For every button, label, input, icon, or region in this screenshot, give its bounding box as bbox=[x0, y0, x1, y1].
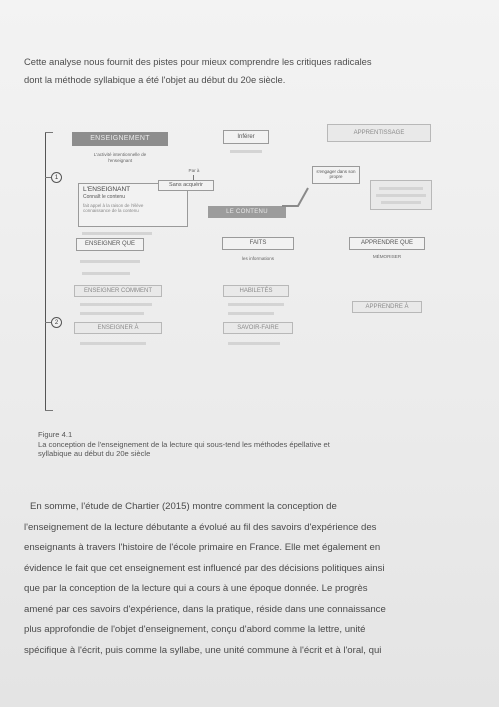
skills-box: HABILETÉS bbox=[223, 285, 289, 297]
facts-sub: les informations bbox=[241, 256, 275, 261]
figure-caption bbox=[38, 430, 458, 459]
par-note: Par à bbox=[188, 168, 200, 173]
body-line: enseignants à travers l'histoire de l'école primaire en France. Elle met également en bbox=[24, 542, 381, 553]
acquired-box: Sans acquérir bbox=[158, 180, 214, 191]
teacher-line-3: connaissance de la contenu bbox=[83, 207, 139, 213]
body-line: évidence le fait que cet enseignement est influencé par des décisions politiques ainsi bbox=[24, 562, 385, 574]
teacher-line-1: Connaît le contenu bbox=[83, 194, 125, 201]
body-line: spécifique à l'écrit, puis comme la syllabe, une unité commune à l'écrit et à l'oral, qui bbox=[24, 644, 382, 656]
bracket-line bbox=[45, 132, 46, 410]
act-note: L'activité intentionnelle de l'enseignant bbox=[93, 152, 147, 163]
body-line: plus approfondie de l'objet d'enseignement, conçu d'abord comme la lettre, unité bbox=[24, 624, 366, 635]
intro-line-2: dont la méthode syllabique a été l'objet au début du 20e siècle. bbox=[24, 74, 286, 85]
marker-1: 1 bbox=[51, 172, 62, 183]
teach-to-box: ENSEIGNER À bbox=[74, 322, 162, 334]
facts-box: FAITS bbox=[222, 237, 294, 250]
learn-to-box: APPRENDRE À bbox=[352, 301, 422, 313]
body-paragraph bbox=[24, 497, 471, 661]
body-line: que par la conception de la lecture qui a cours à une époque donnée. Le progrès bbox=[24, 583, 368, 594]
teaching-box: ENSEIGNEMENT bbox=[72, 132, 168, 146]
learn-what-box: APPRENDRE QUE bbox=[349, 237, 425, 250]
bracket-top bbox=[45, 132, 53, 133]
teach-what-box: ENSEIGNER QUE bbox=[76, 238, 144, 251]
figure-diagram bbox=[40, 120, 460, 430]
body-line: amené par ces savoirs d'expérience, dans la pratique, réside dans une connaissance bbox=[24, 603, 386, 615]
engage-box: s'engager dans son propre bbox=[312, 166, 360, 184]
bracket-bottom bbox=[45, 410, 53, 411]
intro-line-1: Cette analyse nous fournit des pistes pour mieux comprendre les critiques radicales bbox=[24, 56, 372, 67]
infer-box: Inférer bbox=[223, 130, 269, 144]
teacher-line-2: fait appel à la raison de l'élève bbox=[83, 202, 144, 208]
body-line: En somme, l'étude de Chartier (2015) montre comment la conception de bbox=[30, 501, 337, 512]
intro-paragraph bbox=[24, 53, 484, 89]
know-how-box: SAVOIR-FAIRE bbox=[223, 322, 293, 334]
learning-box: APPRENTISSAGE bbox=[327, 124, 431, 142]
teacher-title: L'ENSEIGNANT bbox=[83, 186, 131, 193]
marker-2: 2 bbox=[51, 317, 62, 328]
teach-how-box: ENSEIGNER COMMENT bbox=[74, 285, 162, 297]
body-line: l'enseignement de la lecture débutante a évolué au fil des savoirs d'expérience des bbox=[24, 521, 377, 533]
learn-what-sub: MÉMORISER bbox=[372, 254, 402, 259]
figure-label: Figure 4.1 bbox=[38, 430, 73, 439]
arrow-shape bbox=[280, 180, 320, 220]
caption-line-1: La conception de l'enseignement de la lecture qui sous-tend les méthodes épellative et bbox=[38, 439, 330, 449]
contenu-box: LE CONTENU bbox=[208, 206, 286, 218]
caption-line-2: syllabique au début du 20e siècle bbox=[38, 449, 151, 458]
learner-box bbox=[370, 180, 432, 210]
